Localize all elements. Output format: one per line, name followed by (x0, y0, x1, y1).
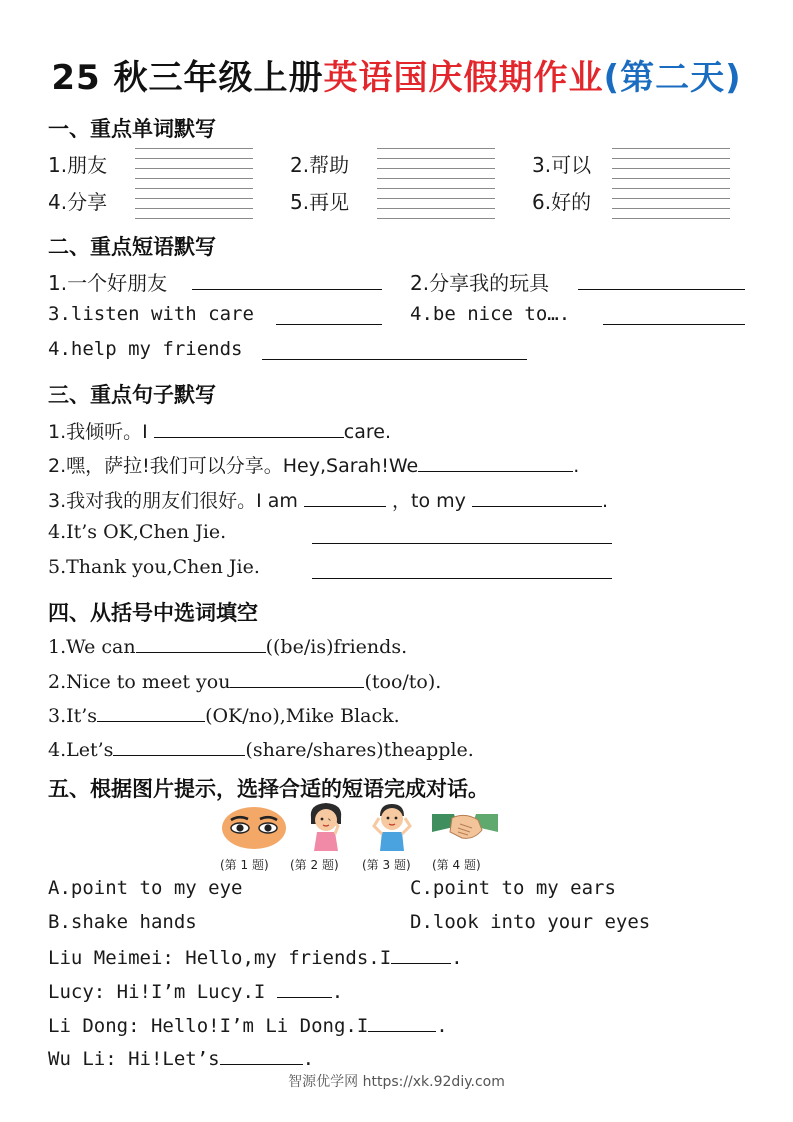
fill-2-blank[interactable] (230, 669, 364, 688)
phrase-1-blank[interactable] (192, 271, 382, 290)
section-3-heading: 三、重点句子默写 (48, 383, 216, 407)
sentence-3-text: 3.我对我的朋友们很好。I am (48, 490, 298, 512)
picture-2-caption: (第 2 题) (290, 858, 339, 872)
sentence-2-text: 2.嘿，萨拉!我们可以分享。Hey,Sarah!We (48, 455, 419, 477)
word-5-writing-lines[interactable] (377, 188, 495, 218)
word-4-label: 4.分享 (48, 190, 108, 214)
section-1-heading: 一、重点单词默写 (48, 117, 216, 141)
dialog-2-text: Lucy: Hi!I’m Lucy.I (48, 981, 266, 1003)
fill-2-text: 2.Nice to meet you (48, 671, 231, 693)
fill-1-text: 1.We can (48, 636, 136, 658)
option-a: A.point to my eye (48, 877, 243, 899)
fill-1-options: ((be/is)friends. (265, 636, 408, 658)
sentence-1 (48, 417, 391, 444)
phrase-3-label: 3.listen with care (48, 303, 254, 325)
fill-2 (48, 669, 441, 693)
word-6-label: 6.好的 (532, 190, 592, 214)
dialog-2-blank[interactable] (277, 979, 332, 998)
girl-pointing-eye-picture (305, 800, 347, 852)
fill-3-blank[interactable] (97, 703, 205, 722)
sentence-2-end: . (573, 455, 580, 477)
word-1-writing-lines[interactable] (135, 148, 253, 178)
dialog-4-end: . (302, 1048, 315, 1070)
dialog-3-blank[interactable] (368, 1013, 436, 1032)
phrase-5-label: 4.help my friends (48, 338, 243, 360)
phrase-2-label: 2.分享我的玩具 (410, 271, 550, 295)
fill-2-options: (too/to). (364, 671, 442, 693)
section-4-heading: 四、从括号中选词填空 (48, 601, 258, 625)
fill-4-options: (share/shares)theapple. (245, 739, 474, 761)
dialog-line-4 (48, 1046, 314, 1070)
fill-1-blank[interactable] (136, 634, 266, 653)
dialog-3-text: Li Dong: Hello!I’m Li Dong.I (48, 1015, 369, 1037)
word-2-label: 2.帮助 (290, 153, 350, 177)
title-day: (第二天) (603, 58, 742, 98)
fill-4 (48, 737, 474, 761)
sentence-3-mid: ，to my (392, 490, 466, 512)
dialog-line-3 (48, 1013, 448, 1037)
sentence-3 (48, 486, 608, 513)
sentence-1-blank[interactable] (154, 419, 344, 438)
phrase-3-blank[interactable] (276, 306, 382, 325)
phrase-4-blank[interactable] (603, 306, 745, 325)
handshake-picture (432, 806, 498, 850)
sentence-4-blank[interactable] (312, 525, 612, 544)
word-2-writing-lines[interactable] (377, 148, 495, 178)
sentence-4-text: 4.It’s OK,Chen Jie. (48, 521, 227, 543)
option-b: B.shake hands (48, 911, 197, 933)
dialog-3-end: . (436, 1015, 448, 1037)
phrase-4-label: 4.be nice to…. (410, 303, 571, 325)
option-d: D.look into your eyes (410, 911, 651, 933)
section-5-heading: 五、根据图片提示，选择合适的短语完成对话。 (48, 777, 489, 801)
sentence-5-blank[interactable] (312, 560, 612, 579)
sentence-1-end: care. (343, 421, 391, 443)
word-4-writing-lines[interactable] (135, 188, 253, 218)
fill-4-text: 4.Let’s (48, 739, 114, 761)
option-c: C.point to my ears (410, 877, 616, 899)
dialog-4-text: Wu Li: Hi!Let’s (48, 1048, 220, 1070)
fill-1 (48, 634, 407, 658)
word-6-writing-lines[interactable] (612, 188, 730, 218)
picture-4-caption: (第 4 题) (432, 858, 481, 872)
word-1-label: 1.朋友 (48, 153, 108, 177)
page-title (0, 50, 793, 99)
dialog-1-blank[interactable] (391, 945, 451, 964)
sentence-3-blank-1[interactable] (304, 488, 386, 507)
fill-3-text: 3.It’s (48, 705, 98, 727)
fill-4-blank[interactable] (113, 737, 245, 756)
sentence-3-end: . (601, 490, 608, 512)
phrase-1-label: 1.一个好朋友 (48, 271, 168, 295)
sentence-5-text: 5.Thank you,Chen Jie. (48, 556, 260, 578)
phrase-2-blank[interactable] (578, 271, 745, 290)
sentence-1-text: 1.我倾听。I (48, 421, 148, 443)
sentence-3-blank-2[interactable] (472, 488, 602, 507)
section-2-heading: 二、重点短语默写 (48, 235, 216, 259)
picture-1-caption: (第 1 题) (220, 858, 269, 872)
picture-3-caption: (第 3 题) (362, 858, 411, 872)
phrase-5-blank[interactable] (262, 341, 527, 360)
sentence-2 (48, 451, 579, 478)
fill-3-options: (OK/no),Mike Black. (205, 705, 400, 727)
word-5-label: 5.再见 (290, 190, 350, 214)
dialog-line-2 (48, 979, 343, 1003)
boy-pointing-ears-picture (369, 800, 415, 852)
dialog-line-1 (48, 945, 463, 969)
sentence-2-blank[interactable] (418, 453, 573, 472)
word-3-writing-lines[interactable] (612, 148, 730, 178)
footer-watermark: 智源优学网 https://xk.92diy.com (288, 1074, 505, 1090)
dialog-2-end: . (331, 981, 344, 1003)
dialog-1-end: . (451, 947, 463, 969)
title-grade: 25 秋三年级上册 (51, 58, 324, 98)
dialog-1-text: Liu Meimei: Hello,my friends.I (48, 947, 392, 969)
title-subject: 英语国庆假期作业 (323, 58, 604, 98)
word-3-label: 3.可以 (532, 153, 592, 177)
dialog-4-blank[interactable] (220, 1046, 303, 1065)
eyes-picture (221, 806, 287, 850)
fill-3 (48, 703, 400, 727)
